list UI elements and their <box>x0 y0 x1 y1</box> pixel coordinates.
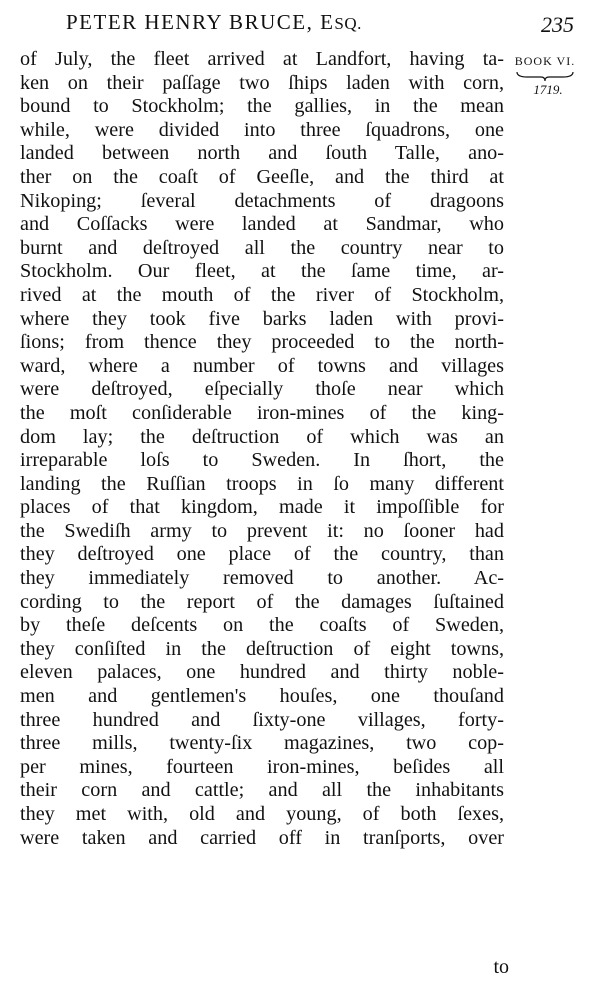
text-line: cording to the report of the damages ſuſtained <box>20 590 504 613</box>
text-line: the moſt conſiderable iron-mines of the king- <box>20 401 504 424</box>
text-line: while, were divided into three ſquadrons, one <box>20 118 504 141</box>
text-line: they deſtroyed one place of the country, than <box>20 543 504 566</box>
text-line: bound to Stockholm; the gallies, in the mean <box>20 95 504 118</box>
catchword: to <box>493 956 509 978</box>
text-line: the Swediſh army to prevent it: no ſooner had <box>20 519 504 542</box>
text-line: three hundred and ſixty-one villages, forty- <box>20 708 504 731</box>
text-line: of July, the fleet arrived at Landfort, having ta- <box>20 48 504 70</box>
text-line: men and gentlemen's houſes, one thouſand <box>20 685 504 708</box>
text-line: were taken and carried off in tranſports, over <box>20 826 504 849</box>
text-line: rived at the mouth of the river of Stockholm, <box>20 283 504 306</box>
text-line: irreparable loſs to Sweden. In ſhort, the <box>20 449 504 472</box>
running-head <box>66 10 362 35</box>
text-line: Nikoping; ſeveral detachments of dragoons <box>20 189 504 212</box>
text-line: ſions; from thence they proceeded to the north- <box>20 331 504 354</box>
text-line: ward, where a number of towns and villages <box>20 354 504 377</box>
page-number: 235 <box>541 12 574 37</box>
text-line: landing the Ruſſian troops in ſo many different <box>20 472 504 495</box>
margin-book-label: BOOK VI. <box>514 54 576 68</box>
body-text <box>20 48 504 850</box>
text-line: eleven palaces, one hundred and thirty noble- <box>20 661 504 684</box>
text-line: ther on the coaſt of Geeſle, and the third at <box>20 165 504 188</box>
text-line: were deſtroyed, eſpecially thoſe near which <box>20 378 504 401</box>
margin-year: 1719. <box>533 82 563 97</box>
text-line: ken on their paſſage two ſhips laden with corn, <box>20 71 504 94</box>
text-line: places of that kingdom, made it impoſſible for <box>20 496 504 519</box>
text-line: per mines, fourteen iron-mines, beſides all <box>20 755 504 778</box>
text-line: they met with, old and young, of both ſexes, <box>20 803 504 825</box>
text-line: by theſe deſcents on the coaſts of Sweden, <box>20 614 504 637</box>
text-line: landed between north and ſouth Talle, ano- <box>20 142 504 165</box>
running-head-suffix: SQ. <box>334 14 362 33</box>
running-head-main: PETER HENRY BRUCE, E <box>66 10 335 34</box>
text-line: and Coſſacks were landed at Sandmar, who <box>20 213 504 236</box>
margin-note <box>505 54 585 98</box>
text-line: their corn and cattle; and all the inhabitants <box>20 779 504 802</box>
text-line: they immediately removed to another. Ac- <box>20 567 504 590</box>
margin-brace-icon <box>515 70 575 82</box>
text-line: dom lay; the deſtruction of which was an <box>20 425 504 448</box>
text-line: they conſiſted in the deſtruction of eight towns, <box>20 637 504 660</box>
text-line: where they took five barks laden with provi- <box>20 307 504 330</box>
text-line: three mills, twenty-ſix magazines, two cop- <box>20 732 504 755</box>
text-line: burnt and deſtroyed all the country near to <box>20 236 504 259</box>
text-line: Stockholm. Our fleet, at the ſame time, ar- <box>20 260 504 283</box>
